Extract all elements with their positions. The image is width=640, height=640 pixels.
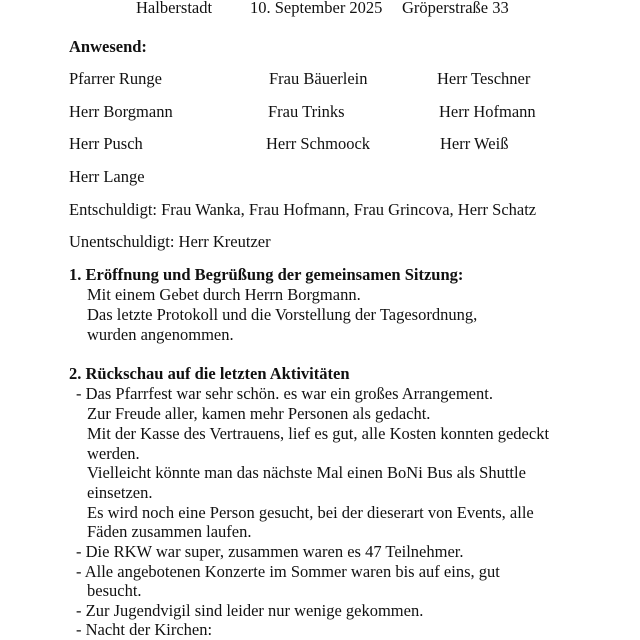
header-date: 10. September 2025 bbox=[250, 0, 383, 17]
attendee-name: Herr Pusch bbox=[69, 134, 143, 153]
attendee-name: Herr Teschner bbox=[437, 69, 531, 88]
section-2-line: besucht. bbox=[87, 581, 142, 600]
section-2-line: Es wird noch eine Person gesucht, bei der dieserart von Events, alle bbox=[87, 503, 534, 522]
present-label: Anwesend: bbox=[69, 37, 147, 56]
section-1-line: Mit einem Gebet durch Herrn Borgmann. bbox=[87, 285, 361, 304]
attendee-name: Herr Weiß bbox=[440, 134, 509, 153]
section-2-line: Zur Freude aller, kamen mehr Personen als gedacht. bbox=[87, 404, 431, 423]
header-place: Halberstadt bbox=[136, 0, 213, 17]
section-2-line: Vielleicht könnte man das nächste Mal einen BoNi Bus als Shuttle bbox=[87, 463, 526, 482]
attendee-name: Herr Schmoock bbox=[266, 134, 371, 153]
attendee-name: Herr Lange bbox=[69, 167, 145, 186]
section-1-line: wurden angenommen. bbox=[87, 325, 234, 344]
attendee-name: Frau Trinks bbox=[268, 102, 345, 121]
section-2-line: - Alle angebotenen Konzerte im Sommer waren bis auf eins, gut bbox=[76, 562, 500, 581]
section-2-line: - Zur Jugendvigil sind leider nur wenige gekommen. bbox=[76, 601, 424, 620]
attendee-name: Frau Bäuerlein bbox=[269, 69, 368, 88]
attendee-name: Pfarrer Runge bbox=[69, 69, 163, 88]
section-2-line: - Die RKW war super, zusammen waren es 47 Teilnehmer. bbox=[76, 542, 464, 561]
section-1-line: Das letzte Protokoll und die Vorstellung der Tagesordnung, bbox=[87, 305, 478, 324]
attendee-name: Herr Hofmann bbox=[439, 102, 536, 121]
section-2-line: - Das Pfarrfest war sehr schön. es war ein großes Arrangement. bbox=[76, 384, 493, 403]
excused-line: Entschuldigt: Frau Wanka, Frau Hofmann, Frau Grincova, Herr Schatz bbox=[69, 200, 537, 219]
section-2-line: einsetzen. bbox=[87, 483, 153, 502]
section-2-line: werden. bbox=[87, 444, 140, 463]
unexcused-line: Unentschuldigt: Herr Kreutzer bbox=[69, 232, 271, 251]
section-2-line: - Nacht der Kirchen: bbox=[76, 620, 213, 639]
section-2-line: Fäden zusammen laufen. bbox=[87, 522, 252, 541]
section-1-heading: 1. Eröffnung und Begrüßung der gemeinsamen Sitzung: bbox=[69, 265, 464, 284]
attendee-name: Herr Borgmann bbox=[69, 102, 173, 121]
section-2-line: Mit der Kasse des Vertrauens, lief es gut, alle Kosten konnten gedeckt bbox=[87, 424, 550, 443]
section-2-heading: 2. Rückschau auf die letzten Aktivitäten bbox=[69, 364, 350, 383]
header-address: Gröperstraße 33 bbox=[402, 0, 509, 17]
